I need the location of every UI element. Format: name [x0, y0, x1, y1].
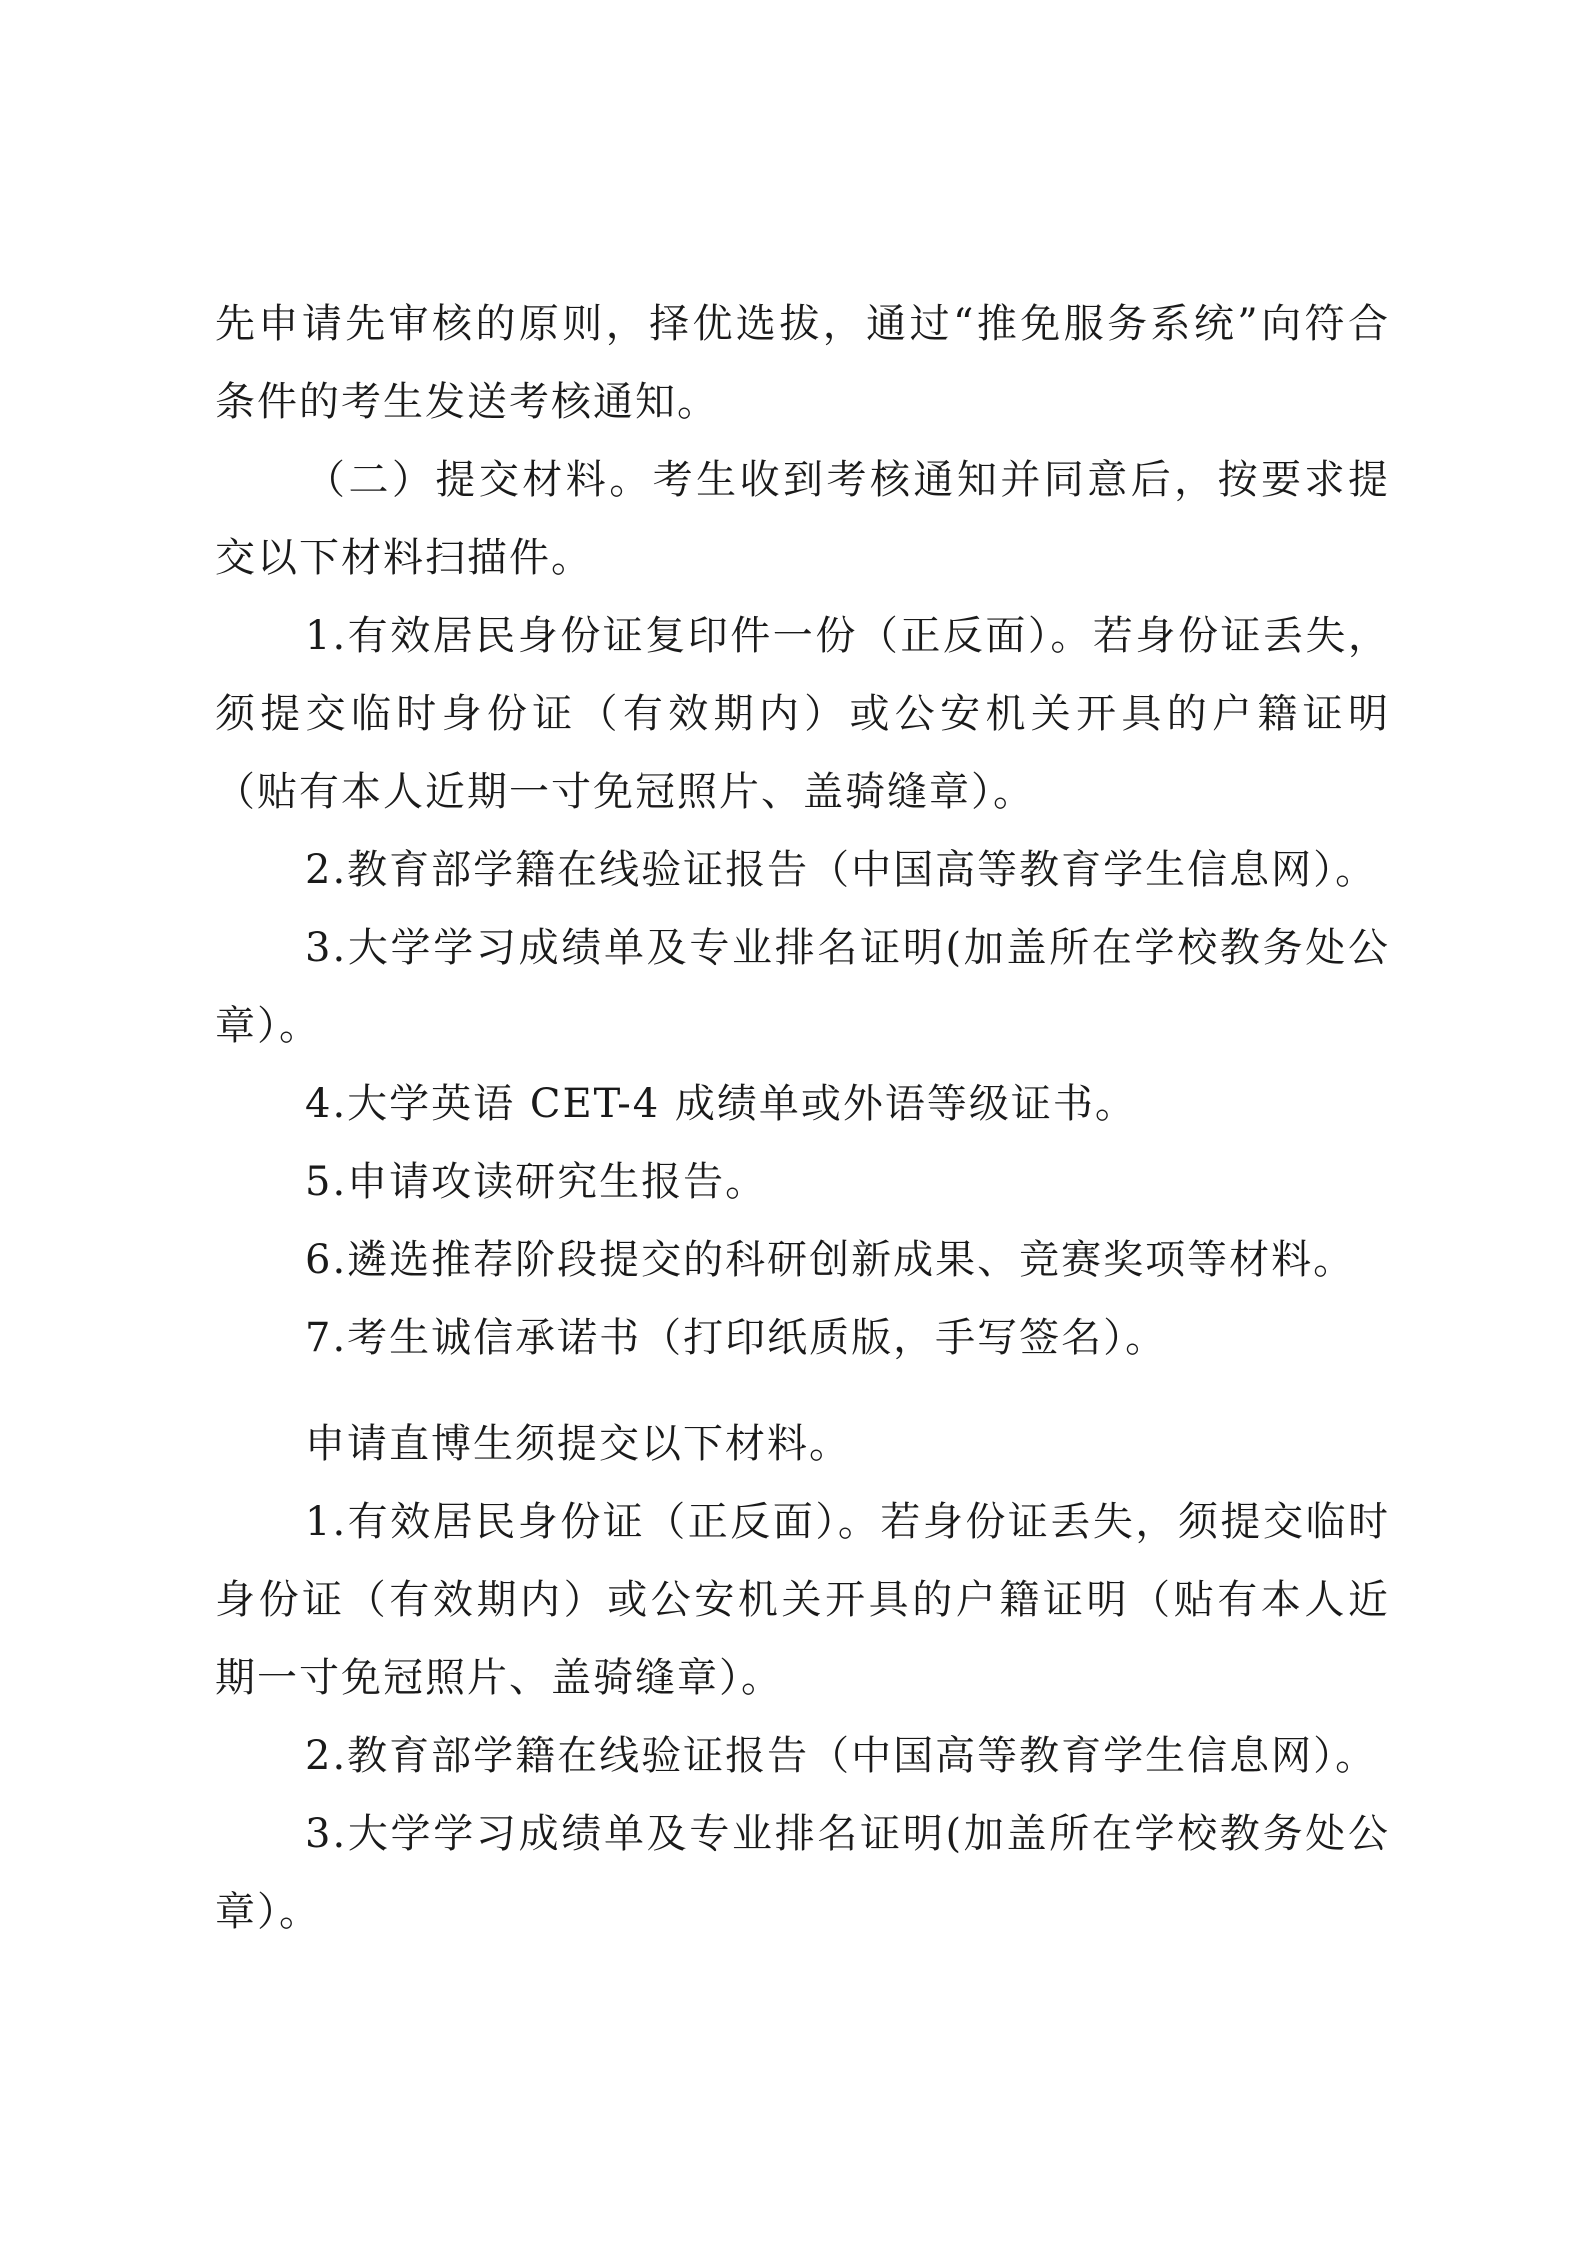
list-item-enrollment-report: 2.教育部学籍在线验证报告（中国高等教育学生信息网）。	[305, 847, 1378, 893]
list-item-enrollment-report: 2.教育部学籍在线验证报告（中国高等教育学生信息网）。	[305, 1733, 1378, 1779]
paragraph-submit-materials: （二）提交材料。考生收到考核通知并同意后，按要求提交以下材料扫描件。	[215, 457, 1390, 581]
list-item-transcript: 3.大学学习成绩单及专业排名证明(加盖所在学校教务处公章）。	[215, 1811, 1390, 1935]
list-item-application-report: 5.申请攻读研究生报告。	[305, 1159, 768, 1205]
list-item-integrity-pledge: 7.考生诚信承诺书（打印纸质版，手写签名）。	[305, 1315, 1168, 1361]
list-item-transcript: 3.大学学习成绩单及专业排名证明(加盖所在学校教务处公章）。	[215, 925, 1390, 1049]
list-item-id-card: 1.有效居民身份证（正反面）。若身份证丢失，须提交临时身份证（有效期内）或公安机关开具的户籍证明（贴有本人近期一寸免冠照片、盖骑缝章）。	[215, 1499, 1390, 1701]
section-direct-phd	[215, 1405, 1390, 1951]
list-item-id-card: 1.有效居民身份证复印件一份（正反面）。若身份证丢失，须提交临时身份证（有效期内）或公安机关开具的户籍证明（贴有本人近期一寸免冠照片、盖骑缝章）。	[215, 613, 1390, 815]
paragraph-direct-phd-heading: 申请直博生须提交以下材料。	[305, 1421, 851, 1467]
section-materials	[215, 285, 1390, 1377]
list-item-research-achievements: 6.遴选推荐阶段提交的科研创新成果、竞赛奖项等材料。	[305, 1237, 1356, 1283]
paragraph-principle: 先申请先审核的原则，择优选拔，通过“推免服务系统”向符合条件的考生发送考核通知。	[215, 301, 1390, 425]
list-item-english-certificate: 4.大学英语 CET-4 成绩单或外语等级证书。	[305, 1081, 1137, 1127]
